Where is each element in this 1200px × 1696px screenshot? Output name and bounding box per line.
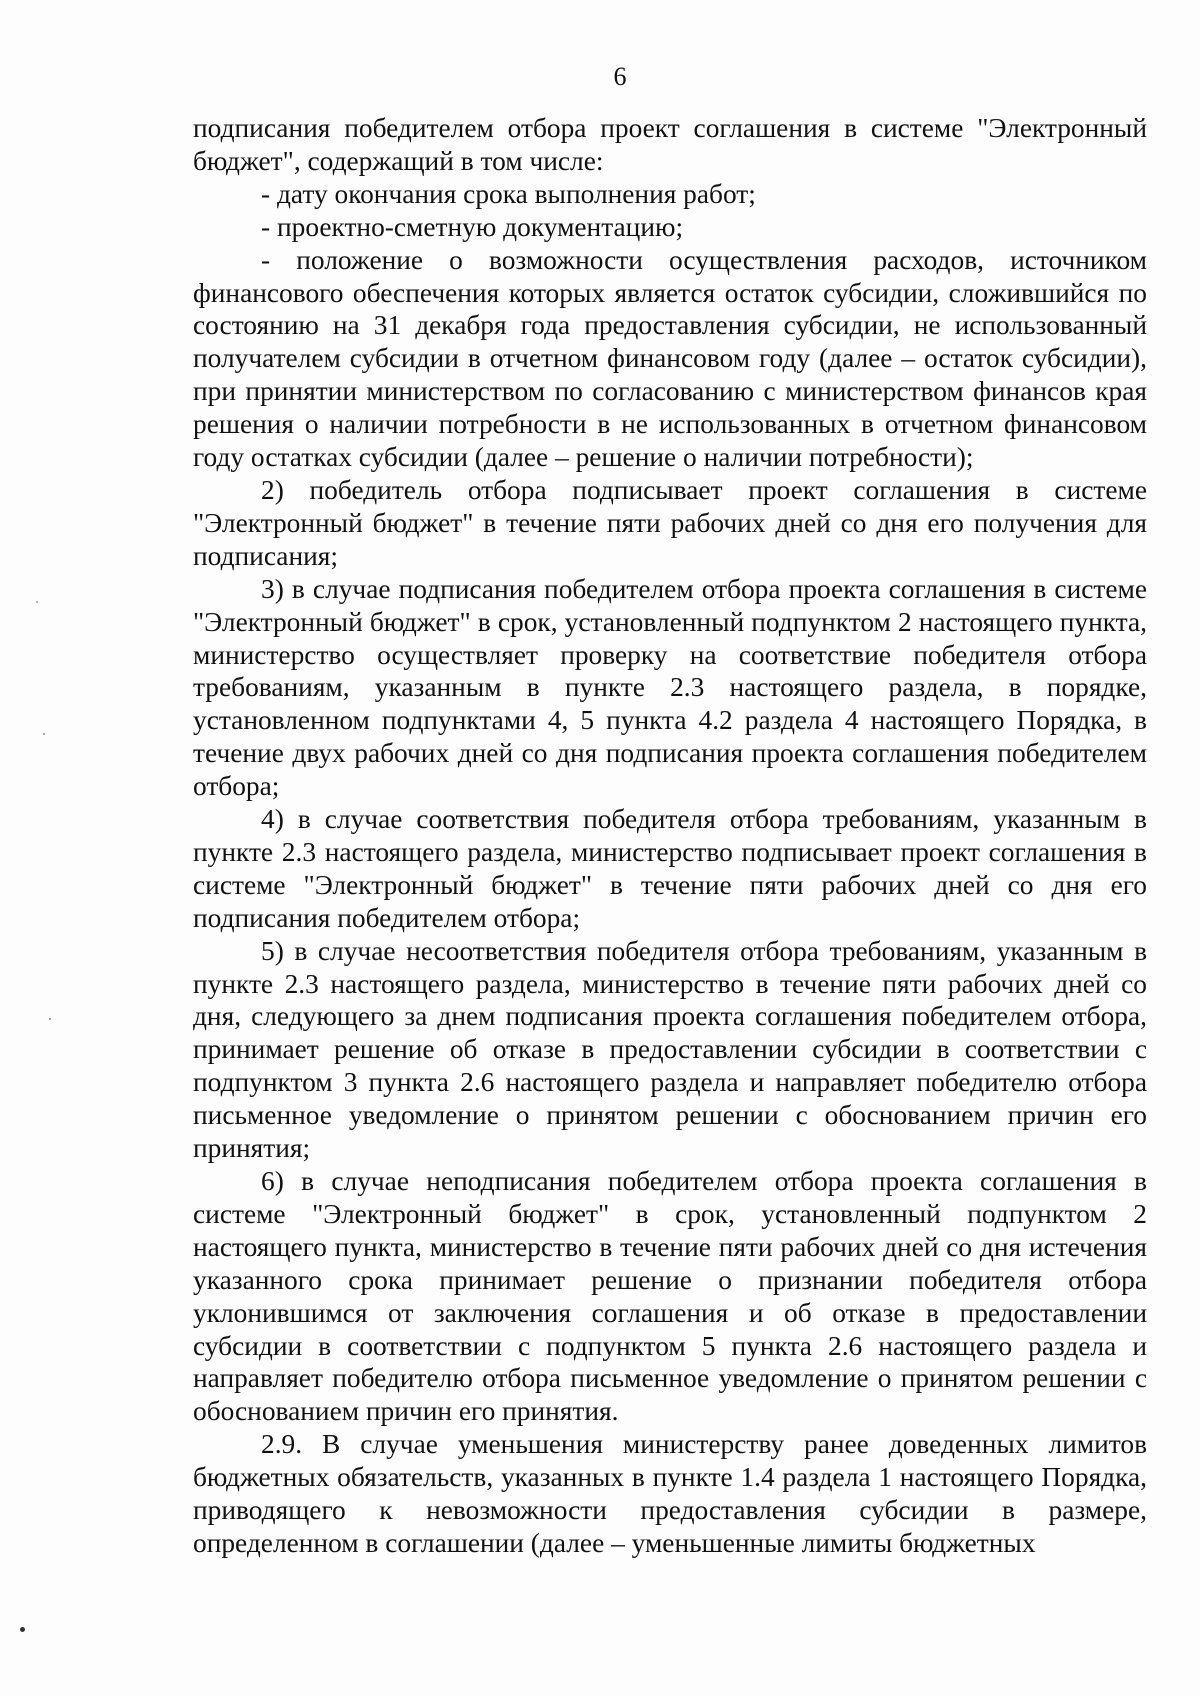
paragraph-item-6: 6) в случае неподписания победителем отбора проекта соглашения в системе "Электронный бюджет" в срок, установленный подпунктом 2 настоящего пункта, министерство в течение пяти рабочих дней со дня истечения указанного срока принимает решение о признании победителя отбора уклонившимся от заключения соглашения и об отказе в предоставлении субсидии в соответствии с подпунктом 5 пункта 2.6 настоящего раздела и направляет победителю отбора письменное уведомление о принятом решении с обоснованием причин его принятия. — [193, 1166, 1147, 1427]
page-number: 6 — [613, 62, 627, 91]
scan-speck — [20, 1627, 25, 1632]
paragraph-item-3: 3) в случае подписания победителем отбора проекта соглашения в системе "Электронный бюджет" в срок, установленный подпунктом 2 настоящего пункта, министерство осуществляет проверку на соответствие победителя отбора требованиям, указанным в пункте 2.3 настоящего раздела, в порядке, установленном подпунктами 4, 5 пункта 4.2 раздела 4 настоящего Порядка, в течение двух рабочих дней со дня подписания проекта соглашения победителем отбора; — [193, 573, 1147, 802]
list-item-end-date: - дату окончания срока выполнения работ; — [261, 178, 756, 209]
document-body — [193, 112, 1147, 1560]
scan-speck — [49, 1018, 51, 1020]
scan-speck — [43, 733, 45, 735]
paragraph-continuation: подписания победителем отбора проект соглашения в системе "Электронный бюджет", содержащий в том числе: — [193, 113, 1147, 176]
paragraph-item-2: 2) победитель отбора подписывает проект соглашения в системе "Электронный бюджет" в течение пяти рабочих дней со дня его получения для подписания; — [193, 474, 1147, 571]
list-item-subsidy-remainder: - положение о возможности осуществления расходов, источником финансового обеспечения которых является остаток субсидии, сложившийся по состоянию на 31 декабря года предоставления субсидии, не использованный получателем субсидии в отчетном финансовом году (далее – остаток субсидии), при принятии министерством по согласованию с министерством финансов края решения о наличии потребности в не использованных в отчетном финансовом году остатках субсидии (далее – решение о наличии потребности); — [193, 244, 1147, 473]
list-item-design-estimate: - проектно-сметную документацию; — [261, 211, 684, 242]
paragraph-item-4: 4) в случае соответствия победителя отбора требованиям, указанным в пункте 2.3 настоящего раздела, министерство подписывает проект соглашения в системе "Электронный бюджет" в течение пяти рабочих дней со дня его подписания победителем отбора; — [193, 804, 1147, 933]
section-2-9: 2.9. В случае уменьшения министерству ранее доведенных лимитов бюджетных обязательств, указанных в пункте 1.4 раздела 1 настоящего Порядка, приводящего к невозможности предоставления субсидии в размере, определенном в соглашении (далее – уменьшенные лимиты бюджетных — [193, 1429, 1147, 1558]
scan-speck — [36, 601, 38, 603]
paragraph-item-5: 5) в случае несоответствия победителя отбора требованиям, указанным в пункте 2.3 настоящего раздела, министерство в течение пяти рабочих дней со дня, следующего за днем подписания проекта соглашения победителем отбора, принимает решение об отказе в предоставлении субсидии в соответствии с подпунктом 3 пункта 2.6 настоящего раздела и направляет победителю отбора письменное уведомление о принятом решении с обоснованием причин его принятия; — [193, 935, 1147, 1164]
